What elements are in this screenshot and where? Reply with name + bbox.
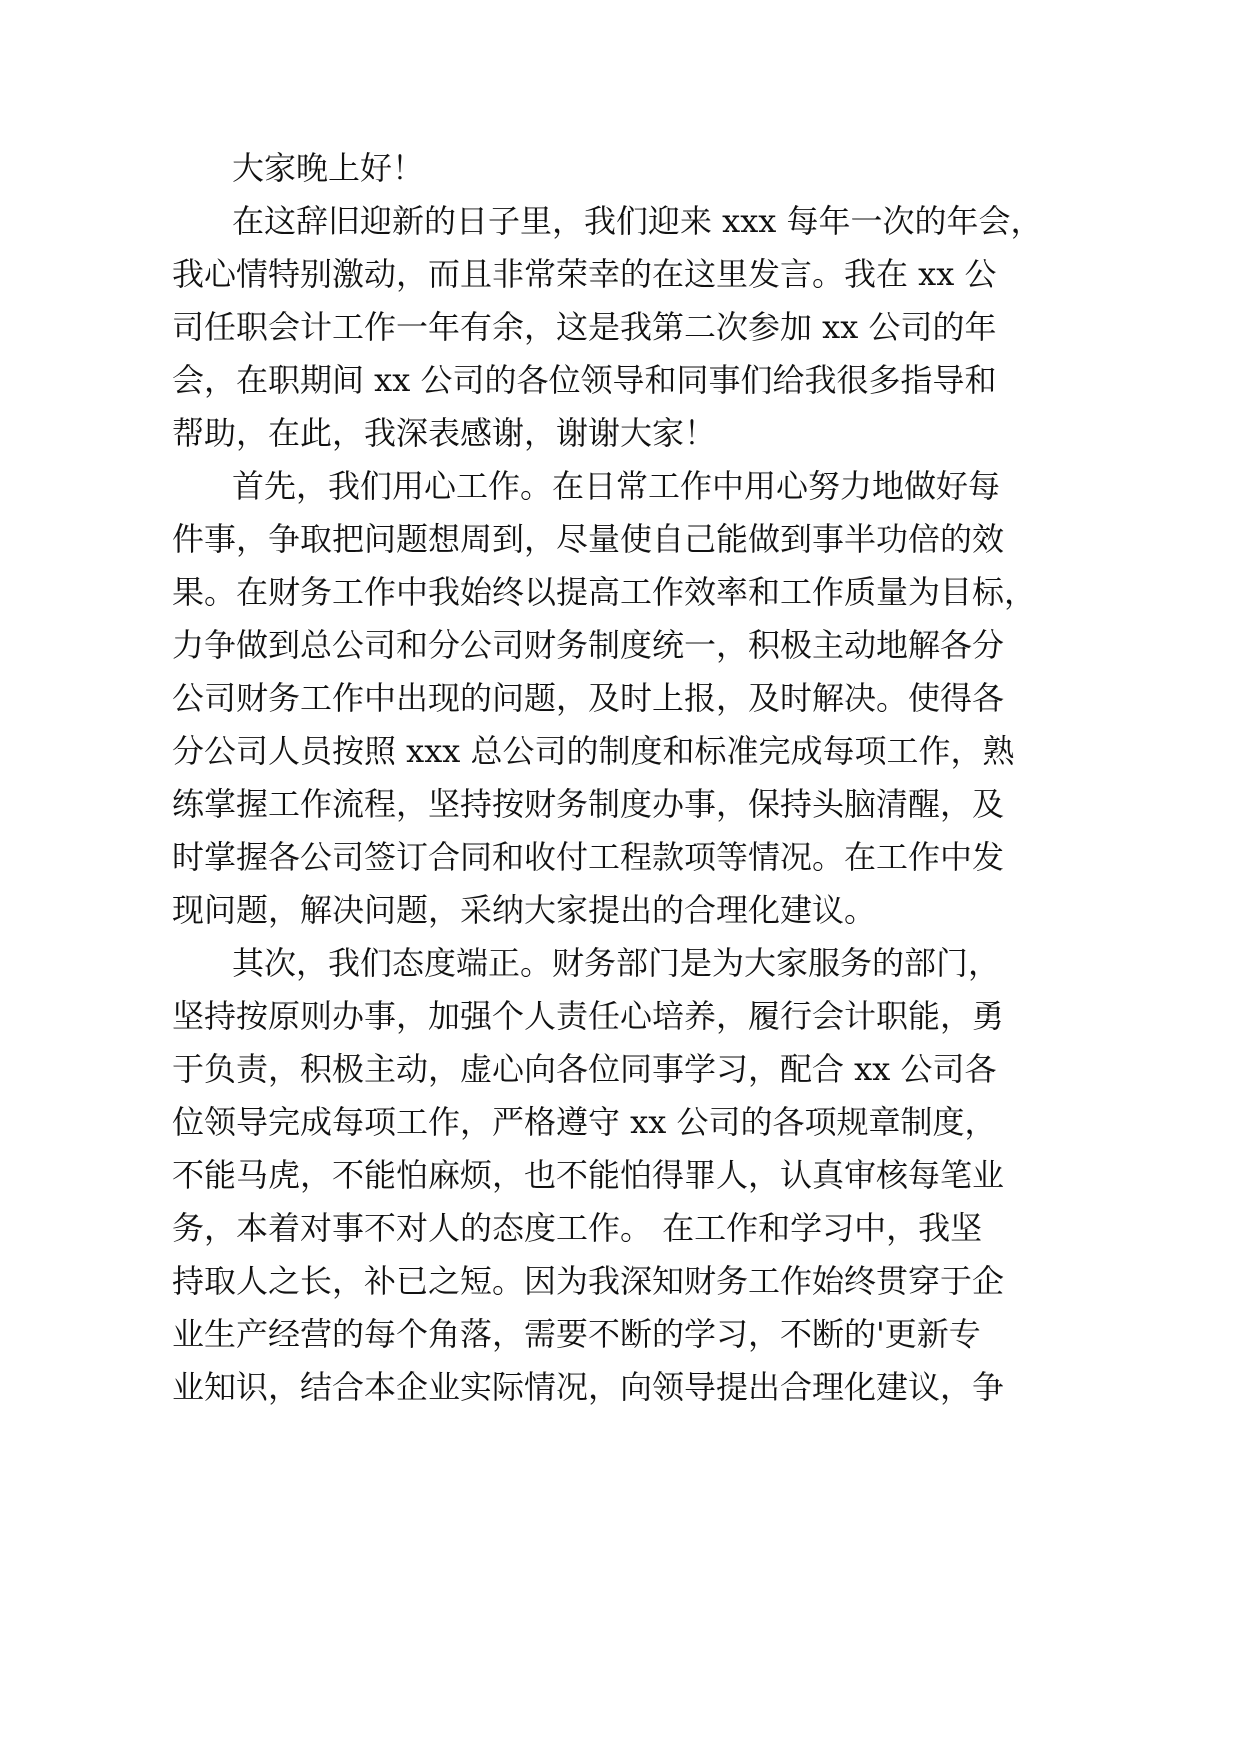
text-line: 练掌握工作流程，坚持按财务制度办事，保持头脑清醒，及 [172, 785, 1005, 823]
text-line: 帮助，在此，我深表感谢，谢谢大家！ [172, 414, 717, 452]
text-line: 不能马虎，不能怕麻烦，也不能怕得罪人，认真审核每笔业 [172, 1156, 1005, 1194]
text-line: 业知识，结合本企业实际情况，向领导提出合理化建议，争 [172, 1368, 1005, 1406]
text-line: 公司财务工作中出现的问题，及时上报，及时解决。使得各 [172, 679, 1005, 717]
text-line: 在这辞旧迎新的日子里，我们迎来 xxx 每年一次的年会， [232, 202, 1043, 240]
text-line: 坚持按原则办事，加强个人责任心培养，履行会计职能，勇 [172, 997, 1005, 1035]
text-line: 大家晚上好！ [232, 149, 425, 187]
text-line: 现问题，解决问题，采纳大家提出的合理化建议。 [172, 891, 877, 929]
text-line: 其次，我们态度端正。财务部门是为大家服务的部门， [232, 944, 1001, 982]
text-line: 力争做到总公司和分公司财务制度统一，积极主动地解各分 [172, 626, 1005, 664]
text-line: 会，在职期间 xx 公司的各位领导和同事们给我很多指导和 [172, 361, 997, 399]
text-line: 于负责，积极主动，虚心向各位同事学习，配合 xx 公司各 [172, 1050, 997, 1088]
text-line: 分公司人员按照 xxx 总公司的制度和标准完成每项工作，熟 [172, 732, 1015, 770]
text-line: 务，本着对事不对人的态度工作。 在工作和学习中，我坚 [172, 1209, 983, 1247]
text-line: 司任职会计工作一年有余，这是我第二次参加 xx 公司的年 [172, 308, 997, 346]
text-line: 件事，争取把问题想周到，尽量使自己能做到事半功倍的效 [172, 520, 1005, 558]
text-line: 业生产经营的每个角落，需要不断的学习，不断的'更新专 [172, 1315, 981, 1353]
text-line: 我心情特别激动，而且非常荣幸的在这里发言。我在 xx 公 [172, 255, 997, 293]
text-line: 持取人之长，补已之短。因为我深知财务工作始终贯穿于企 [172, 1262, 1005, 1300]
text-line: 果。在财务工作中我始终以提高工作效率和工作质量为目标， [172, 573, 1037, 611]
text-line: 时掌握各公司签订合同和收付工程款项等情况。在工作中发 [172, 838, 1005, 876]
text-line: 首先，我们用心工作。在日常工作中用心努力地做好每 [232, 467, 1001, 505]
text-line: 位领导完成每项工作，严格遵守 xx 公司的各项规章制度， [172, 1103, 997, 1141]
